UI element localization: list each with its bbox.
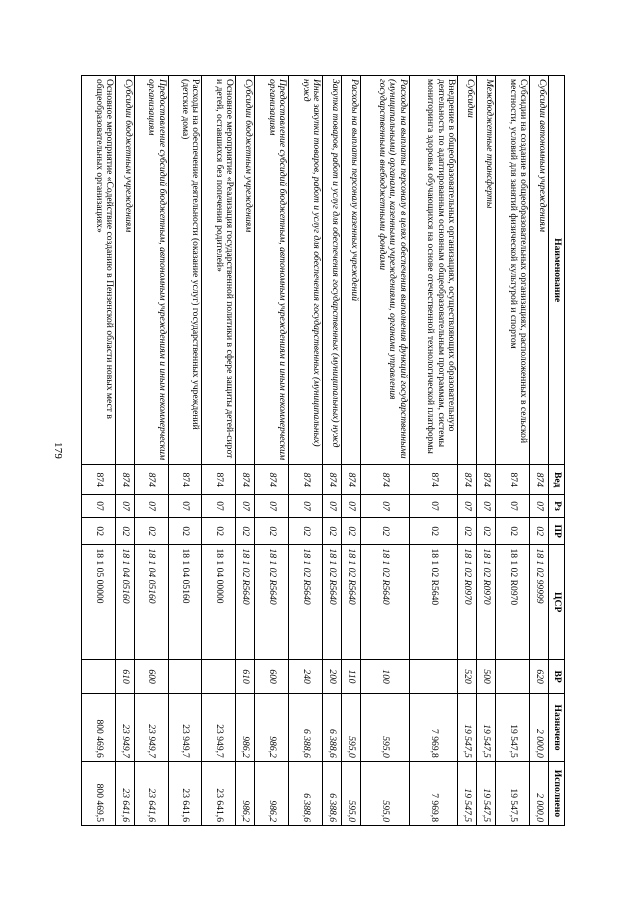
table-row — [82, 76, 116, 826]
header-executed: Исполнено — [549, 761, 565, 825]
cell-name: Субсидии бюджетным учреждениям — [236, 76, 255, 465]
cell-vr: 110 — [341, 659, 360, 693]
cell-executed: 19 547,5 — [458, 761, 477, 825]
cell-vr: 610 — [236, 659, 255, 693]
cell-assigned: 19 547,5 — [496, 694, 530, 762]
cell-csr: 18 1 05 00000 — [82, 545, 116, 660]
cell-executed: 595,0 — [360, 761, 409, 825]
table-row — [289, 76, 323, 826]
cell-name: Расходы на выплаты персоналу казенных учреждений — [341, 76, 360, 465]
header-ved: Вед — [549, 465, 565, 495]
table-row — [360, 76, 409, 826]
cell-executed: 2 000,0 — [529, 761, 548, 825]
cell-name: Субсидии на создание в общеобразовательных организациях, расположенных в сельской местности, условий для занятий физической культурой и спортом — [496, 76, 530, 465]
cell-assigned: 595,0 — [341, 694, 360, 762]
cell-executed: 23 641,6 — [202, 761, 236, 825]
cell-executed: 19 547,5 — [477, 761, 496, 825]
cell-ved: 874 — [289, 465, 323, 495]
cell-name: Межбюджетные трансферты — [477, 76, 496, 465]
cell-csr: 18 1 02 R0970 — [477, 545, 496, 660]
cell-ved: 874 — [82, 465, 116, 495]
header-vr: ВР — [549, 659, 565, 693]
cell-name: Расходы на выплаты персоналу в целях обеспечения выполнения функций государственными (муниципальными) органами, казенными учреждениями, органами управления государственными внебюджетными фондами — [360, 76, 409, 465]
cell-rz: 07 — [496, 495, 530, 518]
cell-ved: 874 — [115, 465, 134, 495]
cell-csr: 18 1 02 R5640 — [236, 545, 255, 660]
cell-csr: 18 1 04 00000 — [202, 545, 236, 660]
cell-vr: 240 — [289, 659, 323, 693]
cell-rz: 07 — [115, 495, 134, 518]
cell-rz: 07 — [202, 495, 236, 518]
table-row — [168, 76, 202, 826]
table-row — [115, 76, 134, 826]
cell-name: Основное мероприятие «Реализация государственной политики в сфере защиты детей-сирот и детей, оставшихся без попечения родителей» — [202, 76, 236, 465]
cell-ved: 874 — [458, 465, 477, 495]
cell-csr: 18 1 02 99999 — [529, 545, 548, 660]
cell-pr: 02 — [341, 517, 360, 544]
cell-vr: 620 — [529, 659, 548, 693]
cell-pr: 02 — [168, 517, 202, 544]
cell-assigned: 23 949,7 — [202, 694, 236, 762]
cell-assigned: 986,2 — [236, 694, 255, 762]
cell-csr: 18 1 02 R5640 — [360, 545, 409, 660]
cell-pr: 02 — [255, 517, 289, 544]
cell-name: Внедрение в общеобразовательных организациях, осуществляющих образовательную деятельность по адаптированным основным общеобразовательным программам, системы мониторинга здоровья обучающихся на основе отечественной технологической платформы — [409, 76, 458, 465]
cell-vr: 500 — [477, 659, 496, 693]
table-row — [529, 76, 548, 826]
cell-ved: 874 — [134, 465, 168, 495]
cell-name: Закупка товаров, работ и услуг для обеспечения государственных (муниципальных) нужд — [322, 76, 341, 465]
cell-csr: 18 1 02 R5640 — [322, 545, 341, 660]
cell-name: Иные закупки товаров, работ и услуг для обеспечения государственных (муниципальных) нужд — [289, 76, 323, 465]
cell-executed: 23 641,6 — [115, 761, 134, 825]
cell-vr: 610 — [115, 659, 134, 693]
cell-pr: 02 — [529, 517, 548, 544]
table-row — [134, 76, 168, 826]
cell-csr: 18 1 04 05160 — [134, 545, 168, 660]
cell-rz: 07 — [236, 495, 255, 518]
cell-ved: 874 — [202, 465, 236, 495]
cell-pr: 02 — [409, 517, 458, 544]
header-pr: ПР — [549, 517, 565, 544]
cell-rz: 07 — [477, 495, 496, 518]
cell-vr: 600 — [134, 659, 168, 693]
cell-assigned: 6 388,6 — [289, 694, 323, 762]
cell-executed: 6 388,6 — [322, 761, 341, 825]
cell-vr — [496, 659, 530, 693]
cell-vr — [82, 659, 116, 693]
table-row — [322, 76, 341, 826]
cell-vr: 100 — [360, 659, 409, 693]
cell-executed: 19 547,5 — [496, 761, 530, 825]
cell-vr — [168, 659, 202, 693]
cell-rz: 07 — [341, 495, 360, 518]
cell-ved: 874 — [168, 465, 202, 495]
cell-pr: 02 — [202, 517, 236, 544]
cell-assigned: 6 388,6 — [322, 694, 341, 762]
cell-csr: 18 1 02 R5640 — [255, 545, 289, 660]
table-row — [496, 76, 530, 826]
budget-table — [81, 75, 565, 826]
cell-vr — [409, 659, 458, 693]
cell-assigned: 23 949,7 — [115, 694, 134, 762]
cell-pr: 02 — [322, 517, 341, 544]
cell-rz: 07 — [322, 495, 341, 518]
cell-name: Предоставление субсидий бюджетным, автономным учреждениям и иным некоммерческим организациям — [255, 76, 289, 465]
cell-executed: 23 641,6 — [134, 761, 168, 825]
cell-assigned: 595,0 — [360, 694, 409, 762]
cell-assigned: 23 949,7 — [134, 694, 168, 762]
cell-executed: 7 969,8 — [409, 761, 458, 825]
table-header-row — [549, 76, 565, 826]
cell-csr: 18 1 02 R0970 — [458, 545, 477, 660]
cell-pr: 02 — [496, 517, 530, 544]
cell-rz: 07 — [360, 495, 409, 518]
cell-ved: 874 — [360, 465, 409, 495]
cell-ved: 874 — [529, 465, 548, 495]
cell-pr: 02 — [477, 517, 496, 544]
cell-ved: 874 — [496, 465, 530, 495]
page-number: 179 — [52, 442, 64, 460]
header-csr: ЦСР — [549, 545, 565, 660]
cell-vr: 200 — [322, 659, 341, 693]
cell-assigned: 19 547,5 — [458, 694, 477, 762]
cell-pr: 02 — [289, 517, 323, 544]
cell-assigned: 19 547,5 — [477, 694, 496, 762]
table-row — [236, 76, 255, 826]
cell-name: Субсидии — [458, 76, 477, 465]
header-assigned: Назначено — [549, 694, 565, 762]
rotated-page-content — [81, 75, 565, 826]
header-rz: Рз — [549, 495, 565, 518]
table-row — [458, 76, 477, 826]
table-row — [255, 76, 289, 826]
cell-name: Основное мероприятие «Содействие созданию в Пензенской области новых мест в общеобразовательных организациях» — [82, 76, 116, 465]
cell-csr: 18 1 04 05160 — [168, 545, 202, 660]
cell-ved: 874 — [255, 465, 289, 495]
cell-csr: 18 1 02 R0970 — [496, 545, 530, 660]
header-name: Наименование — [549, 76, 565, 465]
cell-csr: 18 1 02 R5640 — [341, 545, 360, 660]
table-row — [409, 76, 458, 826]
cell-csr: 18 1 02 R5640 — [409, 545, 458, 660]
cell-pr: 02 — [82, 517, 116, 544]
cell-vr: 600 — [255, 659, 289, 693]
cell-name: Субсидии бюджетным учреждениям — [115, 76, 134, 465]
cell-name: Субсидии автономным учреждениям — [529, 76, 548, 465]
cell-executed: 6 388,6 — [289, 761, 323, 825]
cell-assigned: 23 949,7 — [168, 694, 202, 762]
cell-rz: 07 — [255, 495, 289, 518]
cell-ved: 874 — [341, 465, 360, 495]
cell-rz: 07 — [289, 495, 323, 518]
cell-csr: 18 1 04 05160 — [115, 545, 134, 660]
cell-pr: 02 — [458, 517, 477, 544]
cell-assigned: 986,2 — [255, 694, 289, 762]
cell-executed: 986,2 — [236, 761, 255, 825]
cell-rz: 07 — [458, 495, 477, 518]
cell-ved: 874 — [409, 465, 458, 495]
cell-executed: 800 469,5 — [82, 761, 116, 825]
cell-pr: 02 — [134, 517, 168, 544]
cell-rz: 07 — [529, 495, 548, 518]
cell-name: Расходы на обеспечение деятельности (оказание услуг) государственных учреждений (детские дома) — [168, 76, 202, 465]
table-row — [477, 76, 496, 826]
cell-rz: 07 — [82, 495, 116, 518]
cell-name: Предоставление субсидий бюджетным, автономным учреждениям и иным некоммерческим организациям — [134, 76, 168, 465]
cell-ved: 874 — [477, 465, 496, 495]
cell-pr: 02 — [360, 517, 409, 544]
table-row — [341, 76, 360, 826]
cell-pr: 02 — [115, 517, 134, 544]
cell-executed: 23 641,6 — [168, 761, 202, 825]
cell-pr: 02 — [236, 517, 255, 544]
cell-ved: 874 — [322, 465, 341, 495]
cell-assigned: 7 969,8 — [409, 694, 458, 762]
cell-rz: 07 — [134, 495, 168, 518]
cell-executed: 595,0 — [341, 761, 360, 825]
cell-rz: 07 — [168, 495, 202, 518]
cell-vr — [202, 659, 236, 693]
cell-executed: 986,2 — [255, 761, 289, 825]
cell-ved: 874 — [236, 465, 255, 495]
cell-vr: 520 — [458, 659, 477, 693]
cell-csr: 18 1 02 R5640 — [289, 545, 323, 660]
cell-assigned: 2 000,0 — [529, 694, 548, 762]
cell-assigned: 800 469,6 — [82, 694, 116, 762]
cell-rz: 07 — [409, 495, 458, 518]
table-row — [202, 76, 236, 826]
